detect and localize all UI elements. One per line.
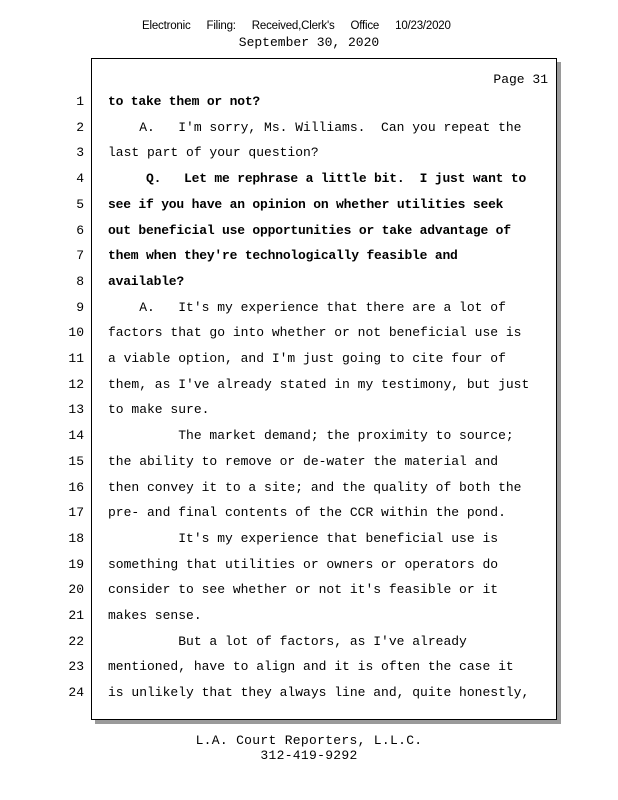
line-text: available? [108, 273, 185, 289]
page-number: Page 31 [493, 72, 548, 87]
filing-label-filing: Filing: [206, 20, 236, 32]
line-number: 22 [68, 633, 84, 649]
line-number: 13 [68, 402, 84, 418]
transcript-line [0, 557, 618, 583]
transcript-line [0, 531, 618, 557]
footer [0, 733, 618, 763]
transcript-line [0, 454, 618, 480]
line-text: Q. Let me rephrase a little bit. I just want to [108, 171, 527, 187]
line-number: 21 [68, 608, 84, 623]
line-text: out beneficial use opportunities or take advantage of [108, 222, 511, 238]
transcript-line [0, 120, 618, 146]
line-text: mentioned, have to align and it is often the case it [108, 659, 514, 675]
transcript-line [0, 300, 618, 326]
line-number: 23 [68, 659, 84, 675]
reporter-company: L.A. Court Reporters, L.L.C. [195, 733, 423, 748]
line-text: last part of your question? [108, 145, 319, 161]
transcript-line [0, 685, 618, 711]
line-text: them, as I've already stated in my testimony, but just [108, 376, 530, 392]
line-text: then convey it to a site; and the quality of both the [108, 479, 522, 495]
transcript-line [0, 274, 618, 300]
transcript-line [0, 608, 618, 634]
line-text: the ability to remove or de-water the material and [108, 453, 499, 469]
transcript-line [0, 197, 618, 223]
line-text: A. It's my experience that there are a lot of [108, 299, 506, 315]
electronic-filing-stamp [142, 20, 451, 32]
line-number: 20 [68, 582, 84, 598]
line-number: 5 [76, 196, 84, 212]
filing-label-electronic: Electronic [142, 20, 191, 32]
transcript-line [0, 428, 618, 454]
line-text: It's my experience that beneficial use is [108, 530, 499, 546]
filing-label-office: Office [350, 20, 380, 32]
transcript-date: September 30, 2020 [238, 35, 380, 50]
line-text: The market demand; the proximity to source; [108, 428, 514, 444]
line-number: 2 [76, 119, 84, 135]
filing-label-received: Received,Clerk's [251, 20, 335, 32]
transcript-line [0, 145, 618, 171]
line-number: 16 [68, 479, 84, 495]
transcript-line [0, 171, 618, 197]
transcript-line [0, 94, 618, 120]
transcript-line [0, 505, 618, 531]
line-number: 6 [76, 222, 84, 238]
line-text: to take them or not? [108, 94, 261, 109]
line-number: 17 [68, 505, 84, 521]
line-text: But a lot of factors, as I've already [108, 633, 467, 649]
transcript-line [0, 325, 618, 351]
line-text: A. I'm sorry, Ms. Williams. Can you repeat the [108, 119, 522, 135]
transcript-line [0, 377, 618, 403]
reporter-phone: 312-419-9292 [260, 748, 358, 763]
transcript-line [0, 634, 618, 660]
transcript-line [0, 480, 618, 506]
line-number: 9 [76, 299, 84, 315]
line-text: pre- and final contents of the CCR within the pond. [108, 505, 506, 521]
line-text: a viable option, and I'm just going to cite four of [108, 351, 506, 366]
transcript-line [0, 223, 618, 249]
line-number: 12 [68, 376, 84, 392]
line-text: consider to see whether or not it's feasible or it [108, 582, 499, 598]
transcript-line [0, 351, 618, 377]
line-number: 10 [68, 325, 84, 341]
line-number: 24 [68, 685, 84, 701]
line-number: 19 [68, 556, 84, 572]
line-number: 7 [76, 248, 84, 264]
transcript-line [0, 248, 618, 274]
line-text: factors that go into whether or not beneficial use is [108, 325, 522, 341]
line-text: see if you have an opinion on whether utilities seek [108, 196, 504, 212]
line-number: 14 [68, 428, 84, 444]
line-number: 15 [68, 453, 84, 469]
line-text: to make sure. [108, 402, 210, 418]
line-text: something that utilities or owners or operators do [108, 556, 499, 572]
line-number: 4 [76, 171, 84, 187]
filing-date: 10/23/2020 [395, 20, 451, 32]
transcript-line [0, 582, 618, 608]
transcript-line [0, 402, 618, 428]
line-number: 3 [76, 145, 84, 161]
line-number: 8 [76, 273, 84, 289]
line-text: makes sense. [108, 608, 202, 623]
line-number: 1 [76, 94, 84, 109]
line-text: them when they're technologically feasible and [108, 248, 458, 264]
line-text: is unlikely that they always line and, quite honestly, [108, 685, 530, 701]
line-number: 11 [68, 351, 84, 366]
transcript-line [0, 659, 618, 685]
line-number: 18 [68, 530, 84, 546]
